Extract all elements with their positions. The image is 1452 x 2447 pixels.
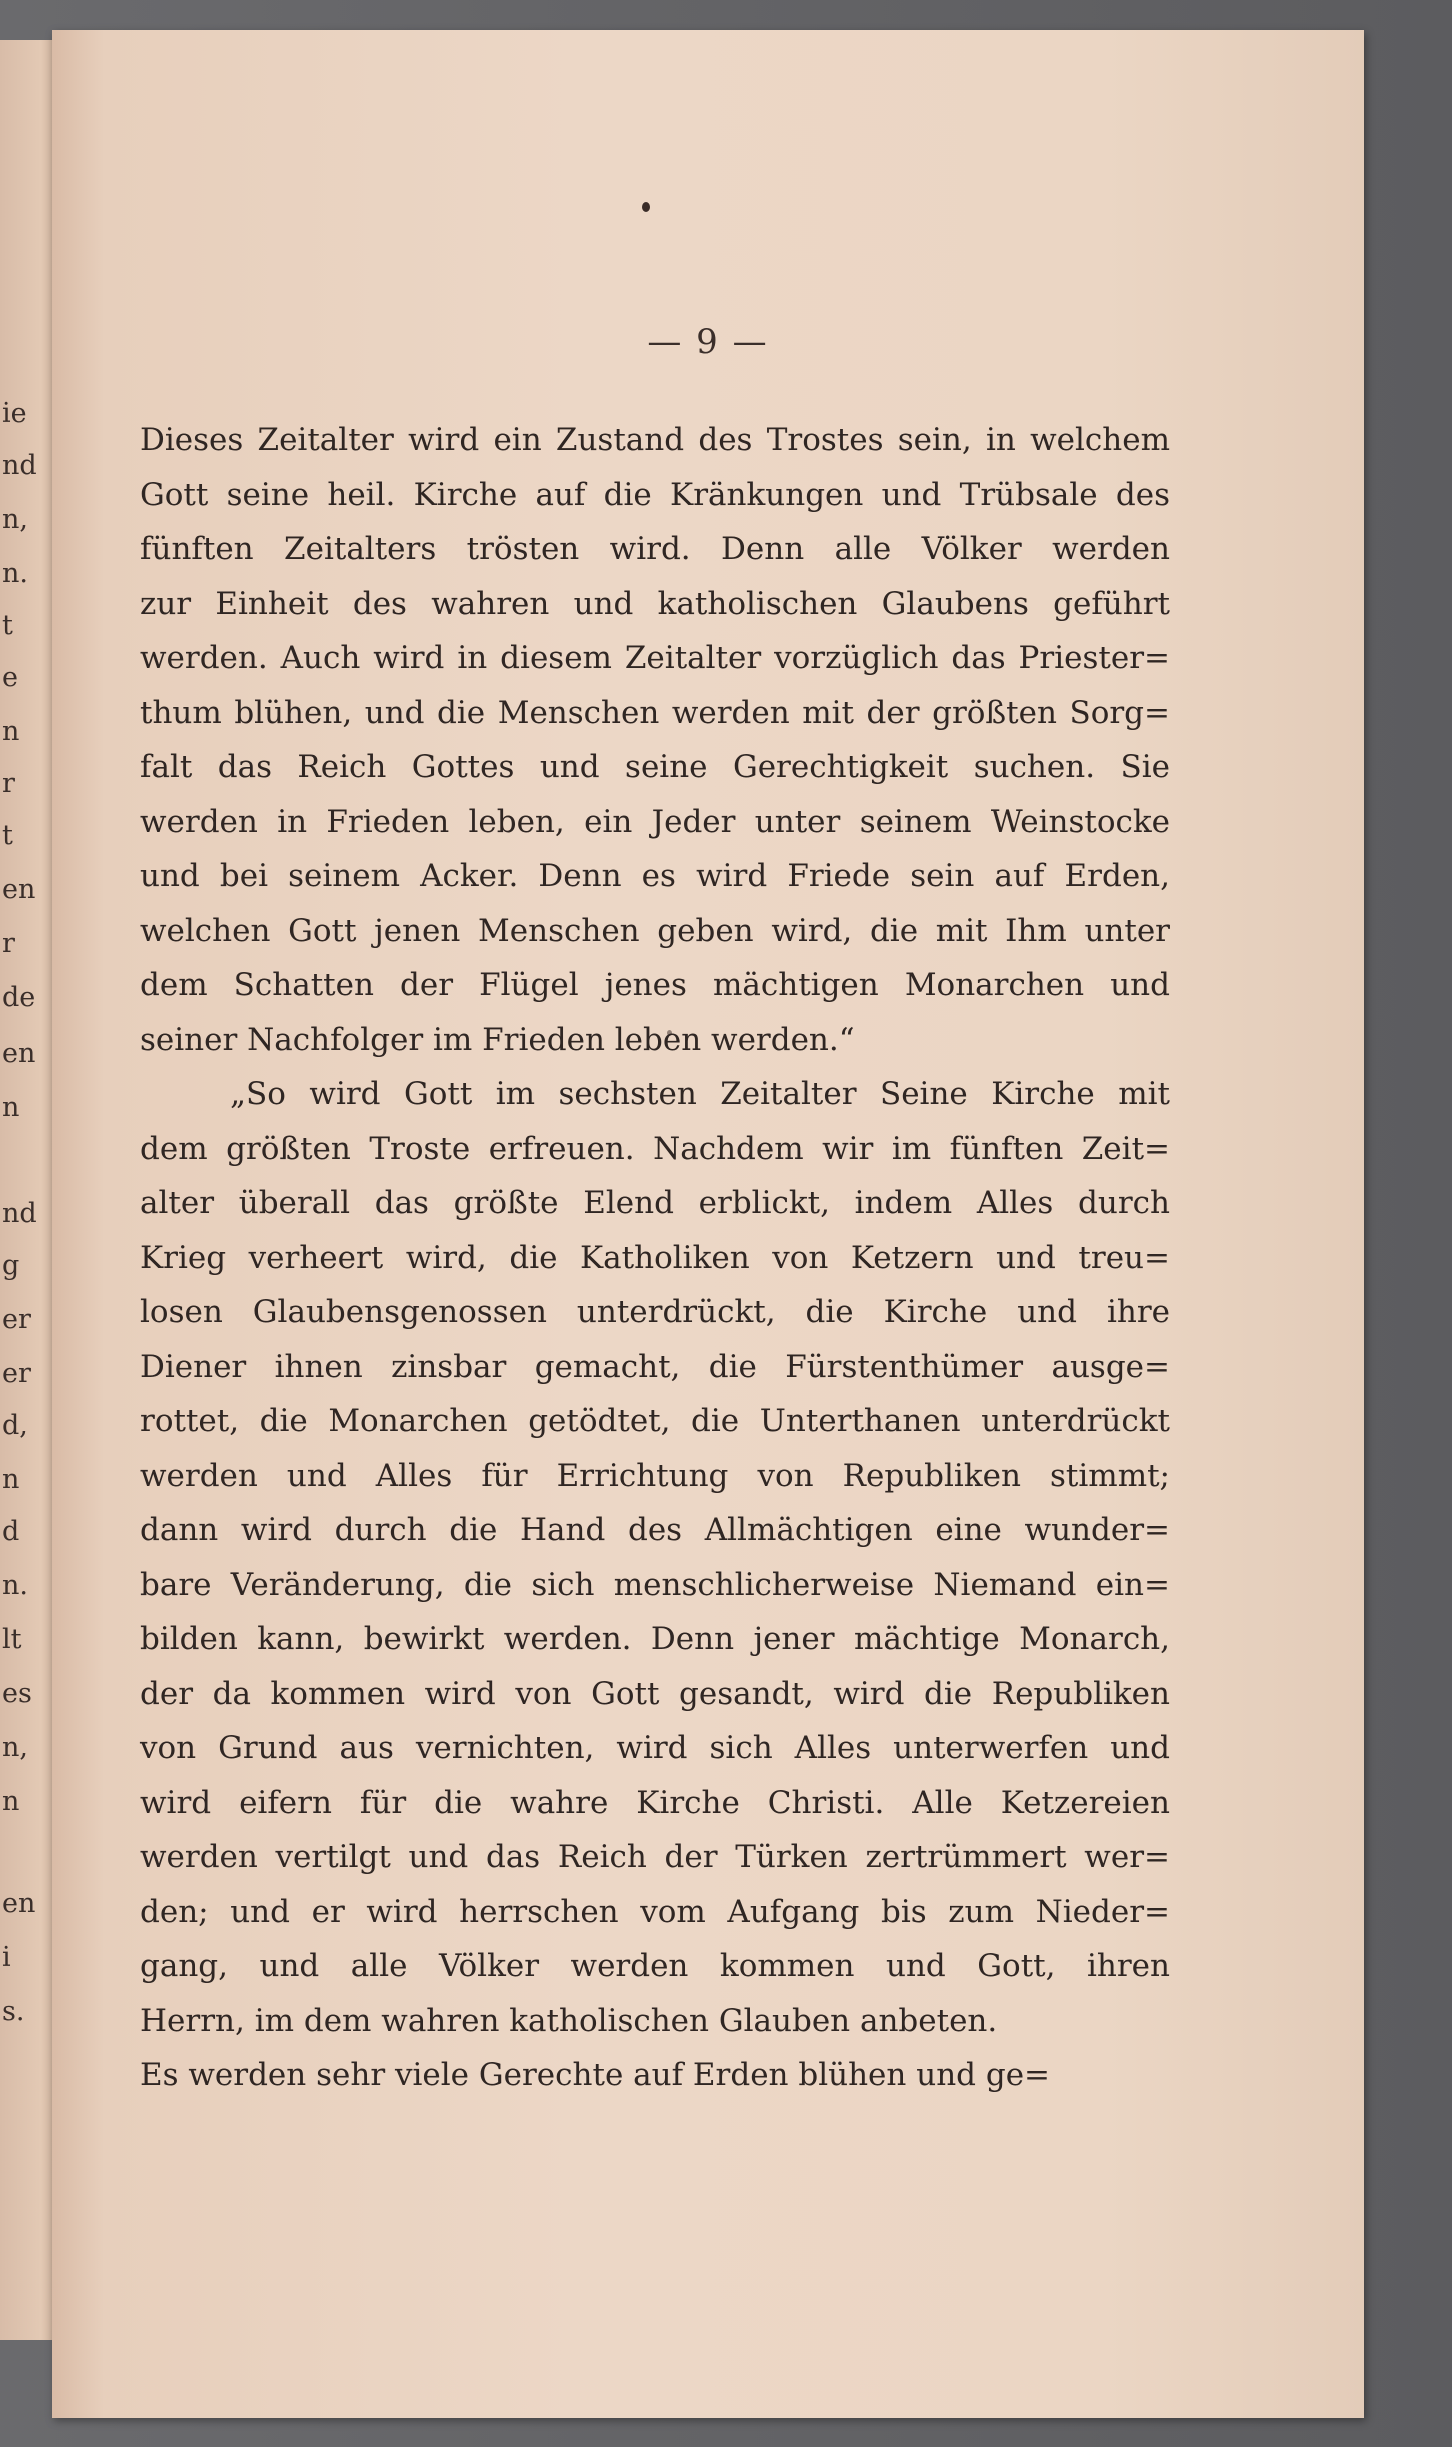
body-text (140, 413, 1170, 2103)
text-line: Es werden sehr viele Gerechte auf Erden blühen und ge= (140, 2057, 1051, 2093)
text-line: „So wird Gott im sechsten Zeitalter Seine Kirche mit (230, 1076, 1170, 1112)
text-line: wird eifern für die wahre Kirche Christi. Alle Ketzereien (140, 1784, 1170, 1821)
text-line: falt das Reich Gottes und seine Gerechtigkeit suchen. Sie (140, 749, 1170, 785)
previous-page-fragment: de (2, 982, 36, 1013)
text-line: rottet, die Monarchen getödtet, die Unterthanen unterdrückt (140, 1403, 1170, 1439)
text-line: Dieses Zeitalter wird ein Zustand des Trostes sein, in welchem (140, 422, 1170, 458)
text-line: Gott seine heil. Kirche auf die Kränkungen und Trübsale des (140, 476, 1170, 513)
text-line: bare Veränderung, die sich menschlicherweise Niemand ein= (140, 1566, 1170, 1603)
page-number: — 9 — (647, 322, 769, 362)
previous-page-fragment: r (2, 768, 15, 799)
text-line: Herrn, im dem wahren katholischen Glauben anbeten. (140, 2002, 998, 2039)
text-line: dem größten Troste erfreuen. Nachdem wir im fünften Zeit= (140, 1130, 1170, 1167)
previous-page-fragment: er (2, 1304, 31, 1335)
previous-page-fragment: n (2, 716, 20, 747)
previous-page-edge (0, 40, 58, 2340)
previous-page-fragment: en (2, 1038, 36, 1069)
text-line: der da kommen wird von Gott gesandt, wird die Republiken (140, 1675, 1170, 1712)
text-line: alter überall das größte Elend erblickt, indem Alles durch (140, 1185, 1170, 1221)
previous-page-fragment: lt (2, 1624, 22, 1655)
text-line: dann wird durch die Hand des Allmächtigen eine wunder= (140, 1512, 1170, 1548)
previous-page-fragment: t (2, 820, 13, 851)
previous-page-fragment: d (2, 1516, 20, 1547)
previous-page-fragment: r (2, 928, 15, 959)
text-line: Krieg verheert wird, die Katholiken von Ketzern und treu= (140, 1239, 1170, 1276)
paper-speck (642, 202, 650, 212)
text-line: thum blühen, und die Menschen werden mit der größten Sorg= (140, 694, 1170, 731)
previous-page-fragment: es (2, 1678, 32, 1709)
previous-page-fragment: e (2, 662, 18, 693)
previous-page-fragment: n. (2, 558, 28, 589)
previous-page-fragment: n (2, 1464, 20, 1495)
previous-page-fragment: g (2, 1250, 20, 1281)
previous-page-fragment: d, (2, 1410, 28, 1441)
previous-page-fragment: ie (2, 398, 27, 429)
text-line: und bei seinem Acker. Denn es wird Friede sein auf Erden, (140, 858, 1170, 894)
text-line: dem Schatten der Flügel jenes mächtigen Monarchen und (140, 967, 1170, 1003)
text-line: gang, und alle Völker werden kommen und Gott, ihren (140, 1948, 1170, 1984)
previous-page-fragment: nd (2, 1198, 37, 1229)
text-line: zur Einheit des wahren und katholischen Glaubens geführt (140, 585, 1170, 622)
previous-page-fragment: n (2, 1786, 20, 1817)
text-line: welchen Gott jenen Menschen geben wird, die mit Ihm unter (140, 912, 1170, 949)
text-line: werden in Frieden leben, ein Jeder unter seinem Weinstocke (140, 803, 1170, 840)
text-line: den; und er wird herrschen vom Aufgang bis zum Nieder= (140, 1893, 1170, 1930)
text-line: fünften Zeitalters trösten wird. Denn alle Völker werden (140, 531, 1170, 567)
text-line: werden und Alles für Errichtung von Republiken stimmt; (140, 1457, 1170, 1494)
previous-page-fragment: en (2, 1888, 36, 1919)
previous-page-fragment: en (2, 874, 36, 905)
text-line: losen Glaubensgenossen unterdrückt, die Kirche und ihre (140, 1294, 1170, 1330)
previous-page-fragment: i (2, 1942, 11, 1973)
previous-page-fragment: n. (2, 1570, 28, 1601)
previous-page-fragment: t (2, 610, 13, 641)
previous-page-fragment: n, (2, 504, 28, 535)
text-line: seiner Nachfolger im Frieden leben werden.“ (140, 1021, 855, 1058)
text-line: bilden kann, bewirkt werden. Denn jener mächtige Monarch, (140, 1621, 1170, 1657)
text-line: werden vertilgt und das Reich der Türken zertrümmert wer= (140, 1839, 1170, 1875)
text-line: von Grund aus vernichten, wird sich Alles unterwerfen und (140, 1730, 1170, 1766)
previous-page-fragment: er (2, 1358, 31, 1389)
previous-page-fragment: n (2, 1092, 20, 1123)
book-page (52, 30, 1364, 2418)
text-line: Diener ihnen zinsbar gemacht, die Fürstenthümer ausge= (140, 1348, 1170, 1385)
previous-page-fragment: nd (2, 450, 37, 481)
previous-page-fragment: n, (2, 1732, 28, 1763)
previous-page-fragment: s. (2, 1996, 25, 2027)
text-line: werden. Auch wird in diesem Zeitalter vorzüglich das Priester= (140, 640, 1170, 676)
